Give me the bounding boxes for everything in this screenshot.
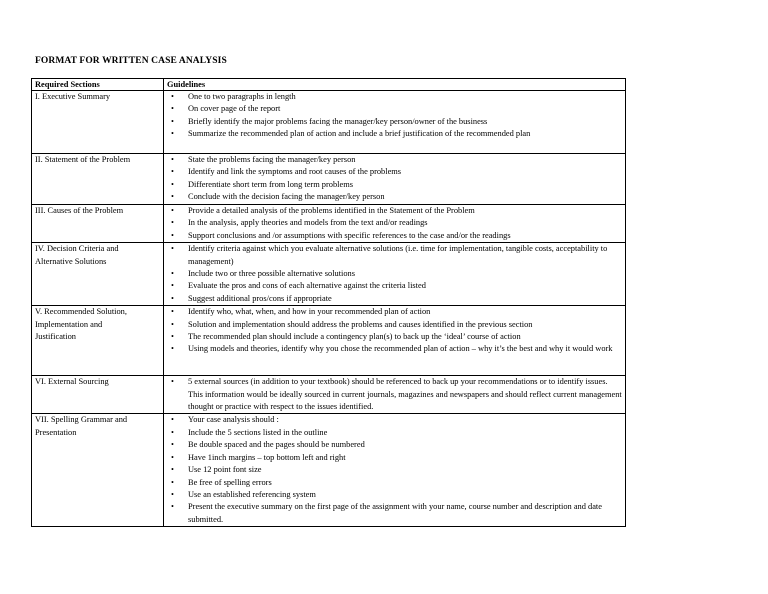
list-item: • Conclude with the decision facing the manager/key person [167, 191, 622, 203]
list-item: • Present the executive summary on the first page of the assignment with your name, course number and description and date submitted. [167, 501, 622, 526]
table-row-decision-criteria [32, 243, 626, 306]
header-guidelines: Guidelines [164, 79, 626, 91]
list-item: • On cover page of the report [167, 103, 622, 115]
guidelines-list [167, 154, 622, 204]
list-item: • 5 external sources (in addition to your textbook) should be referenced to back up your recommendations or to identify issues. This information would be ideally sourced in current journals, magazines and newspapers and should reflect current management thought or practice with respect to the issues identified. [167, 376, 622, 413]
list-item: • Identify criteria against which you evaluate alternative solutions (i.e. time for implementation, tangible costs, acceptability to management) [167, 243, 622, 268]
list-item: • Use an established referencing system [167, 489, 622, 501]
document-title: FORMAT FOR WRITTEN CASE ANALYSIS [35, 56, 227, 66]
guidelines-list [167, 306, 622, 356]
section-name: IV. Decision Criteria and Alternative Solutions [32, 243, 164, 306]
list-item: • Have 1inch margins – top bottom left and right [167, 452, 622, 464]
section-name: I. Executive Summary [32, 91, 164, 154]
guidelines-cell [164, 154, 626, 205]
list-item: • State the problems facing the manager/key person [167, 154, 622, 166]
guidelines-list [167, 414, 622, 526]
list-item: • Be double spaced and the pages should be numbered [167, 439, 622, 451]
case-analysis-table [31, 78, 626, 527]
list-item: • Evaluate the pros and cons of each alternative against the criteria listed [167, 280, 622, 292]
list-item: • The recommended plan should include a contingency plan(s) to back up the ‘ideal’ course of action [167, 331, 622, 343]
guidelines-cell [164, 243, 626, 306]
guidelines-list [167, 205, 622, 242]
section-name: VI. External Sourcing [32, 376, 164, 414]
table-row-recommended-solution [32, 306, 626, 376]
guidelines-cell [164, 414, 626, 527]
section-name: III. Causes of the Problem [32, 205, 164, 243]
table-header-row [32, 79, 626, 91]
section-name: V. Recommended Solution, Implementation and Justification [32, 306, 164, 376]
list-item: • Identify who, what, when, and how in your recommended plan of action [167, 306, 622, 318]
table-row-executive-summary [32, 91, 626, 154]
list-item: • One to two paragraphs in length [167, 91, 622, 103]
list-item: • Be free of spelling errors [167, 477, 622, 489]
guidelines-list [167, 376, 622, 413]
table-row-statement-of-problem [32, 154, 626, 205]
list-item: • Support conclusions and /or assumptions with specific references to the case and/or the readings [167, 230, 622, 242]
list-item: • Provide a detailed analysis of the problems identified in the Statement of the Problem [167, 205, 622, 217]
section-name: II. Statement of the Problem [32, 154, 164, 205]
list-item: • Your case analysis should : [167, 414, 622, 426]
guidelines-list [167, 91, 622, 141]
list-item: • Include two or three possible alternative solutions [167, 268, 622, 280]
guidelines-cell [164, 306, 626, 376]
table-row-spelling-grammar [32, 414, 626, 527]
guidelines-list [167, 243, 622, 305]
list-item: • Include the 5 sections listed in the outline [167, 427, 622, 439]
list-item: • Suggest additional pros/cons if appropriate [167, 293, 622, 305]
list-item: • Summarize the recommended plan of action and include a brief justification of the recommended plan [167, 128, 622, 140]
list-item: • Solution and implementation should address the problems and causes identified in the previous section [167, 319, 622, 331]
list-item: • Use 12 point font size [167, 464, 622, 476]
guidelines-cell [164, 91, 626, 154]
guidelines-cell [164, 205, 626, 243]
guidelines-cell [164, 376, 626, 414]
list-item: • Using models and theories, identify why you chose the recommended plan of action – why it’s the best and why it would work [167, 343, 622, 355]
header-required-sections: Required Sections [32, 79, 164, 91]
list-item: • Identify and link the symptoms and root causes of the problems [167, 166, 622, 178]
list-item: • Differentiate short term from long term problems [167, 179, 622, 191]
list-item: • Briefly identify the major problems facing the manager/key person/owner of the business [167, 116, 622, 128]
table-row-causes-of-problem [32, 205, 626, 243]
list-item: • In the analysis, apply theories and models from the text and/or readings [167, 217, 622, 229]
table-row-external-sourcing [32, 376, 626, 414]
section-name: VII. Spelling Grammar and Presentation [32, 414, 164, 527]
